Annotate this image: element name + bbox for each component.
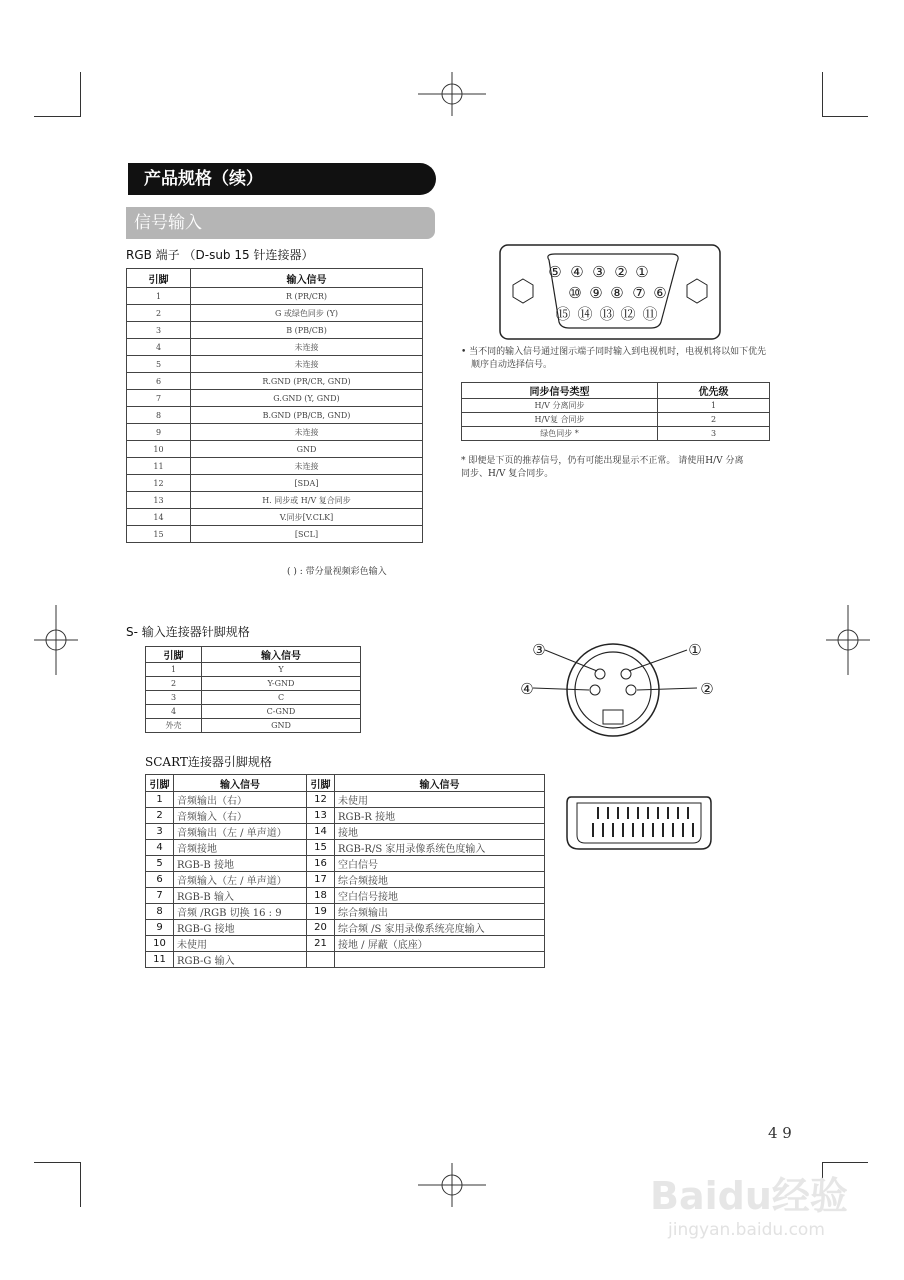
signal-cell: 2: [658, 413, 770, 427]
table-row: [146, 792, 545, 808]
pin-cell: 14: [307, 824, 335, 840]
signal-cell: RGB-R 接地: [335, 808, 545, 824]
table-row: [146, 920, 545, 936]
header-signal: 输入信号: [335, 775, 545, 792]
pin-cell: H/V复 合同步: [462, 413, 658, 427]
signal-cell: [SDA]: [191, 475, 423, 492]
pin-label: ⑪: [642, 305, 658, 323]
page-number: 4 9: [768, 1124, 792, 1142]
table-row: [127, 356, 423, 373]
table-row: [146, 677, 361, 691]
pin-label: ⑨: [589, 284, 603, 302]
table-row: [462, 413, 770, 427]
signal-cell: 音频接地: [174, 840, 307, 856]
pin-cell: 外壳: [146, 719, 202, 733]
table-row: [146, 888, 545, 904]
header-pin: 引脚: [146, 647, 202, 663]
pin-label: ③: [532, 641, 546, 659]
pin-label: ⑬: [599, 305, 615, 323]
table-row: [127, 407, 423, 424]
table-row: [127, 526, 423, 543]
header-priority: 优先级: [658, 383, 770, 399]
signal-cell: 音频输出（右）: [174, 792, 307, 808]
pin-cell: 7: [146, 888, 174, 904]
signal-cell: 综合频接地: [335, 872, 545, 888]
signal-cell: 接地 / 屏蔽（底座）: [335, 936, 545, 952]
pin-cell: 21: [307, 936, 335, 952]
pin-label: ⑩: [568, 284, 582, 302]
header-pin: 引脚: [307, 775, 335, 792]
pin-cell: 1: [146, 663, 202, 677]
pin-cell: 15: [307, 840, 335, 856]
table-row: [127, 322, 423, 339]
signal-cell: 1: [658, 399, 770, 413]
pin-label: ⑧: [610, 284, 624, 302]
pin-cell: 8: [146, 904, 174, 920]
table-row: [127, 441, 423, 458]
pin-label: ②: [700, 680, 714, 698]
signal-cell: C: [202, 691, 361, 705]
table-row: [127, 339, 423, 356]
signal-cell: 音频输出（左 / 单声道）: [174, 824, 307, 840]
signal-cell: B (PB/CB): [191, 322, 423, 339]
table-row: [127, 458, 423, 475]
signal-cell: RGB-B 接地: [174, 856, 307, 872]
pin-cell: 绿色同步 *: [462, 427, 658, 441]
table-row: [146, 856, 545, 872]
table-row: [127, 305, 423, 322]
signal-cell: 音频输入（右）: [174, 808, 307, 824]
table-row: [146, 691, 361, 705]
pin-label: ⑥: [653, 284, 667, 302]
pin-cell: 10: [127, 441, 191, 458]
pin-cell: 2: [146, 677, 202, 691]
pin-label: ⑦: [632, 284, 646, 302]
signal-cell: 未使用: [174, 936, 307, 952]
signal-cell: 未连接: [191, 356, 423, 373]
signal-cell: 接地: [335, 824, 545, 840]
pin-cell: 16: [307, 856, 335, 872]
pin-cell: 20: [307, 920, 335, 936]
pin-cell: 13: [307, 808, 335, 824]
table-row: [127, 424, 423, 441]
pin-cell: 13: [127, 492, 191, 509]
pin-cell: 3: [127, 322, 191, 339]
pin-cell: 19: [307, 904, 335, 920]
table-row: [146, 952, 545, 968]
pin-cell: 11: [127, 458, 191, 475]
table-row: [146, 872, 545, 888]
signal-cell: [335, 952, 545, 968]
pin-cell: 5: [146, 856, 174, 872]
pin-cell: 14: [127, 509, 191, 526]
signal-cell: 空白信号接地: [335, 888, 545, 904]
table-row: [146, 719, 361, 733]
signal-cell: 综合频 /S 家用录像系统亮度输入: [335, 920, 545, 936]
pin-cell: 5: [127, 356, 191, 373]
table-row: [127, 492, 423, 509]
pin-cell: 2: [146, 808, 174, 824]
pin-cell: 18: [307, 888, 335, 904]
rgb-pin-table: [126, 268, 423, 543]
signal-cell: RGB-G 输入: [174, 952, 307, 968]
table-row: [146, 663, 361, 677]
subsection-title: 信号输入: [126, 207, 435, 239]
signal-cell: V.同步[V.CLK]: [191, 509, 423, 526]
pin-cell: 7: [127, 390, 191, 407]
signal-cell: GND: [191, 441, 423, 458]
signal-cell: 音频 /RGB 切换 16 : 9: [174, 904, 307, 920]
signal-cell: 综合频输出: [335, 904, 545, 920]
scart-connector-diagram: [565, 795, 713, 851]
pin-label: ②: [614, 263, 628, 281]
table-row: [146, 808, 545, 824]
signal-cell: 未使用: [335, 792, 545, 808]
table-row: [127, 509, 423, 526]
table-row: [146, 705, 361, 719]
signal-cell: 音频输入（左 / 单声道）: [174, 872, 307, 888]
signal-cell: Y: [202, 663, 361, 677]
s-video-connector-diagram: [515, 638, 725, 748]
header-sync-type: 同步信号类型: [462, 383, 658, 399]
signal-cell: RGB-G 接地: [174, 920, 307, 936]
pin-cell: 9: [146, 920, 174, 936]
pin-label: ⑫: [620, 305, 636, 323]
signal-cell: R.GND (PR/CR, GND): [191, 373, 423, 390]
sync-priority-table: [461, 382, 770, 441]
pin-cell: H/V 分离同步: [462, 399, 658, 413]
signal-cell: B.GND (PB/CB, GND): [191, 407, 423, 424]
pin-cell: 4: [146, 705, 202, 719]
signal-cell: R (PR/CR): [191, 288, 423, 305]
table-row: [146, 936, 545, 952]
pin-label: ④: [520, 680, 534, 698]
signal-cell: H. 同步或 H/V 复合同步: [191, 492, 423, 509]
signal-cell: [SCL]: [191, 526, 423, 543]
header-pin: 引脚: [127, 269, 191, 288]
signal-cell: G.GND (Y, GND): [191, 390, 423, 407]
watermark-logo: Baidu经验: [650, 1174, 848, 1218]
header-signal: 输入信号: [202, 647, 361, 663]
pin-cell: 3: [146, 824, 174, 840]
table-row: [127, 475, 423, 492]
rgb-title: RGB 端子 （D-sub 15 针连接器）: [126, 248, 314, 262]
s-input-title: S- 输入连接器针脚规格: [126, 625, 250, 639]
pin-cell: 6: [127, 373, 191, 390]
s-input-pin-table: [145, 646, 361, 733]
table-row: [462, 427, 770, 441]
pin-label: ③: [592, 263, 606, 281]
sync-footnote: * 即便是下页的推荐信号，仍有可能出现显示不正常。 请使用H/V 分离同步、H/V 复合同步。: [461, 456, 744, 479]
signal-cell: Y-GND: [202, 677, 361, 691]
table-row: [127, 373, 423, 390]
scart-pin-table: [145, 774, 545, 968]
pin-cell: 17: [307, 872, 335, 888]
pin-label: ⑤: [548, 263, 562, 281]
signal-cell: RGB-R/S 家用录像系统色度输入: [335, 840, 545, 856]
pin-label: ⑭: [577, 305, 593, 323]
signal-cell: G 或绿色同步 (Y): [191, 305, 423, 322]
table-row: [146, 824, 545, 840]
signal-cell: 未连接: [191, 424, 423, 441]
pin-cell: 6: [146, 872, 174, 888]
signal-cell: 未连接: [191, 458, 423, 475]
header-pin: 引脚: [146, 775, 174, 792]
pin-cell: 4: [146, 840, 174, 856]
pin-cell: 15: [127, 526, 191, 543]
pin-cell: 9: [127, 424, 191, 441]
pin-cell: 4: [127, 339, 191, 356]
section-title: 产品规格（续）: [128, 163, 436, 195]
signal-cell: RGB-B 输入: [174, 888, 307, 904]
pin-cell: 12: [127, 475, 191, 492]
rgb-footnote: ( ) : 带分量视频彩色输入: [287, 567, 387, 577]
pin-label: ①: [635, 263, 649, 281]
priority-note: • 当不同的输入信号通过图示端子同时输入到电视机时，电视机将以如下优先顺序自动选择信号。: [461, 347, 767, 370]
table-row: [146, 904, 545, 920]
signal-cell: C-GND: [202, 705, 361, 719]
pin-cell: 8: [127, 407, 191, 424]
signal-cell: GND: [202, 719, 361, 733]
header-signal: 输入信号: [191, 269, 423, 288]
watermark-url: jingyan.baidu.com: [668, 1220, 825, 1240]
pin-cell: 1: [146, 792, 174, 808]
pin-cell: 2: [127, 305, 191, 322]
dsub15-connector-diagram: [499, 244, 721, 340]
table-row: [127, 288, 423, 305]
signal-cell: 未连接: [191, 339, 423, 356]
table-row: [146, 840, 545, 856]
header-signal: 输入信号: [174, 775, 307, 792]
pin-label: ⑮: [555, 305, 571, 323]
signal-cell: 空白信号: [335, 856, 545, 872]
pin-cell: 10: [146, 936, 174, 952]
pin-cell: 11: [146, 952, 174, 968]
pin-cell: 1: [127, 288, 191, 305]
pin-cell: 3: [146, 691, 202, 705]
pin-cell: [307, 952, 335, 968]
pin-cell: 12: [307, 792, 335, 808]
signal-cell: 3: [658, 427, 770, 441]
pin-label: ④: [570, 263, 584, 281]
table-row: [127, 390, 423, 407]
priority-note-text: 当不同的输入信号通过图示端子同时输入到电视机时，电视机将以如下优先顺序自动选择信号。: [469, 347, 767, 370]
pin-label: ①: [688, 641, 702, 659]
table-row: [462, 399, 770, 413]
scart-title: SCART连接器引脚规格: [145, 755, 272, 769]
